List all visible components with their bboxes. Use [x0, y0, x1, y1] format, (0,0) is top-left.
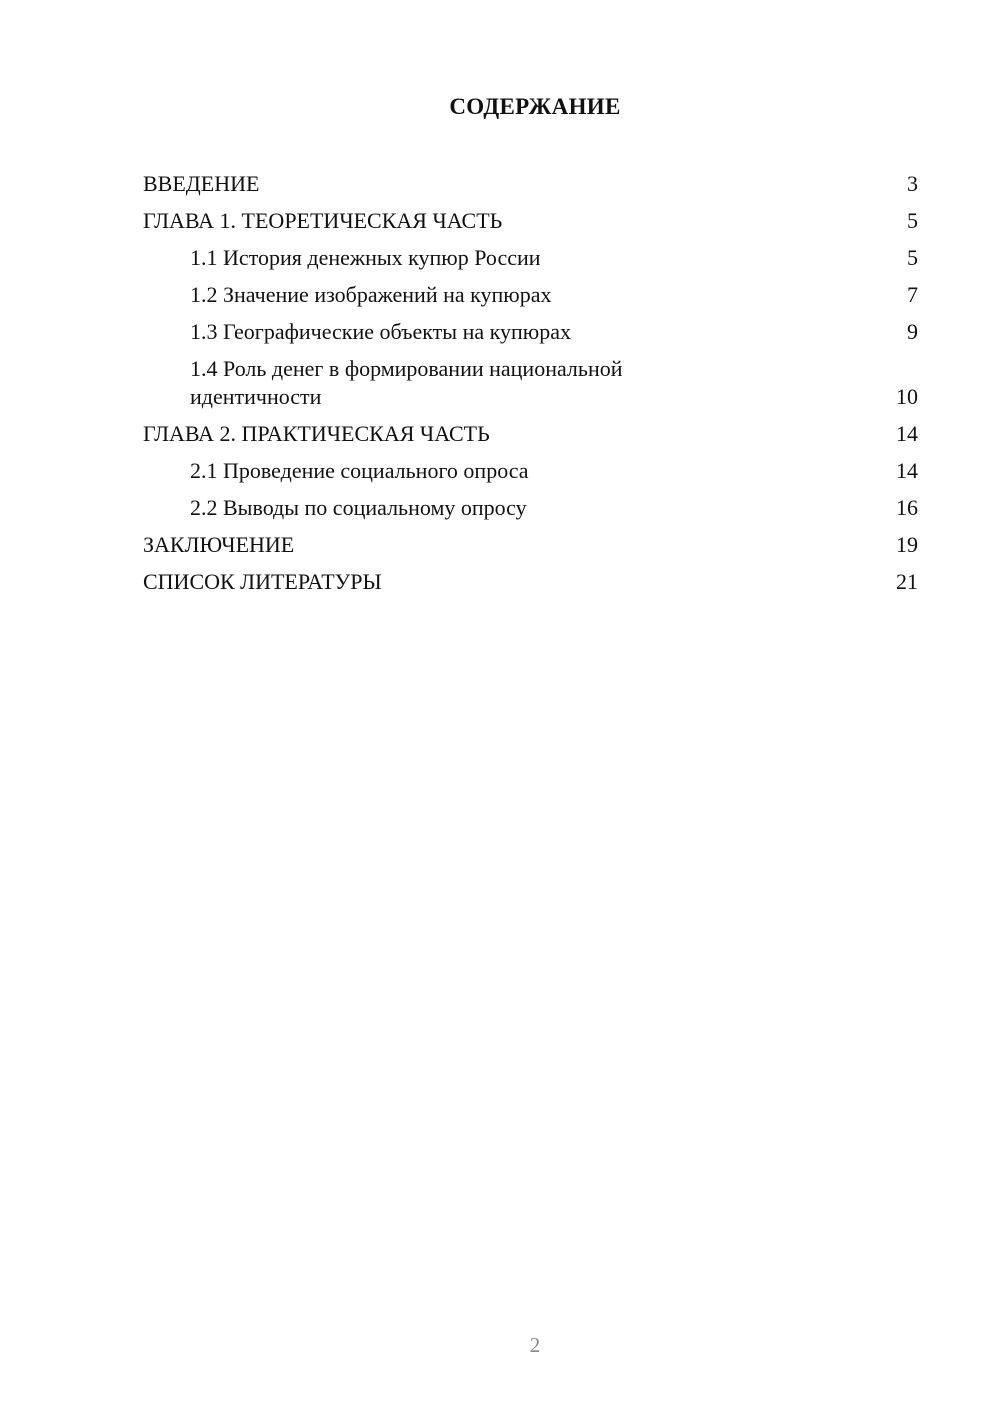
toc-entry-section-1-4[interactable] — [143, 351, 918, 416]
page-number: 2 — [529, 1333, 541, 1357]
toc-entry-introduction[interactable] — [143, 166, 918, 203]
toc-entry-page: 14 — [896, 421, 918, 446]
toc-title: СОДЕРЖАНИЕ — [449, 94, 621, 119]
toc-entry-section-1-2[interactable] — [143, 277, 918, 314]
toc-entry-label: 1.4 Роль денег в формировании национальной идентичности — [190, 356, 623, 409]
toc-entry-section-1-1[interactable] — [143, 240, 918, 277]
toc-entry-section-2-1[interactable] — [143, 453, 918, 490]
toc-entry-label: 2.1 Проведение социального опроса — [190, 458, 529, 483]
toc-entry-section-1-3[interactable] — [143, 314, 918, 351]
toc-entry-section-2-2[interactable] — [143, 490, 918, 527]
toc-entry-references[interactable] — [143, 564, 918, 601]
toc-entry-label: СПИСОК ЛИТЕРАТУРЫ — [143, 569, 382, 594]
toc-entry-page: 16 — [896, 495, 918, 520]
toc-entry-label: 1.2 Значение изображений на купюрах — [190, 282, 552, 307]
toc-entry-page: 9 — [907, 319, 918, 344]
toc-entry-label: ГЛАВА 1. ТЕОРЕТИЧЕСКАЯ ЧАСТЬ — [143, 208, 503, 233]
toc-entry-label: 2.2 Выводы по социальному опросу — [190, 495, 527, 520]
toc-entry-label: ВВЕДЕНИЕ — [143, 171, 260, 196]
table-of-contents — [143, 166, 918, 601]
toc-entry-page: 14 — [896, 458, 918, 483]
toc-entry-page: 7 — [907, 282, 918, 307]
toc-entry-chapter-1[interactable] — [143, 203, 918, 240]
toc-entry-label: ЗАКЛЮЧЕНИЕ — [143, 532, 295, 557]
toc-entry-page: 10 — [896, 384, 918, 409]
toc-entry-page: 3 — [907, 171, 918, 196]
toc-entry-conclusion[interactable] — [143, 527, 918, 564]
toc-entry-page: 21 — [896, 569, 918, 594]
toc-entry-page: 5 — [907, 245, 918, 270]
toc-entry-label: 1.3 Географические объекты на купюрах — [190, 319, 571, 344]
toc-entry-page: 19 — [896, 532, 918, 557]
toc-entry-label: ГЛАВА 2. ПРАКТИЧЕСКАЯ ЧАСТЬ — [143, 421, 490, 446]
toc-entry-chapter-2[interactable] — [143, 416, 918, 453]
toc-entry-page: 5 — [907, 208, 918, 233]
toc-entry-label: 1.1 История денежных купюр России — [190, 245, 541, 270]
